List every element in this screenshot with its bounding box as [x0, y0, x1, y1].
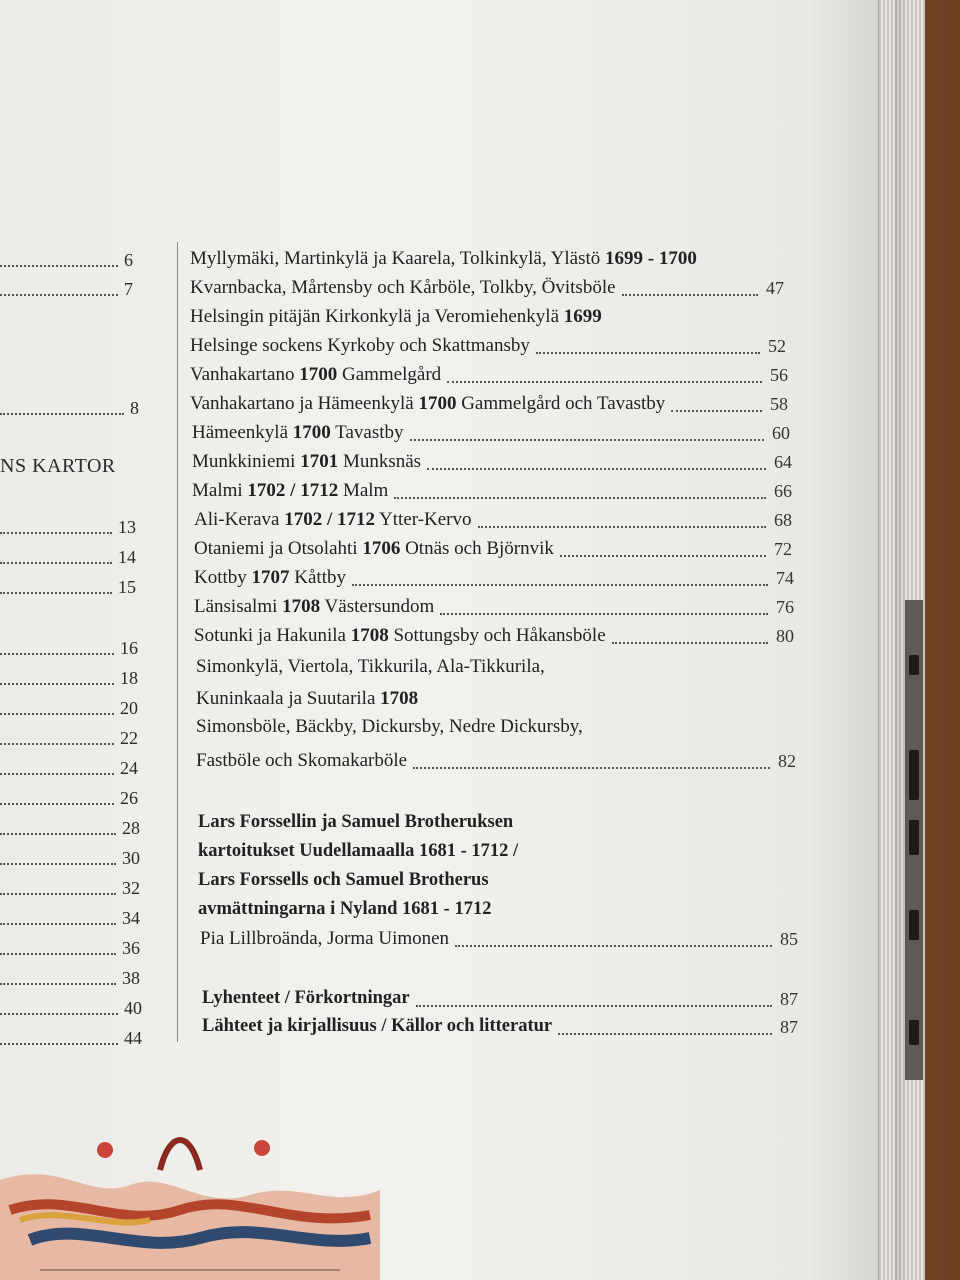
dot-leader	[0, 562, 112, 564]
entry-text: Gammelgård	[337, 364, 442, 385]
entry-year: 1708	[350, 625, 389, 646]
article-title-line	[198, 899, 491, 923]
page-number: 76	[776, 597, 794, 617]
entry-text: Kuninkaala ja Suutarila	[196, 688, 381, 709]
entry-text: Fastböle och Skomakarböle	[196, 750, 408, 771]
dot-leader	[0, 893, 116, 895]
entry-text: Helsinge sockens Kyrkoby och Skattmansby	[190, 335, 530, 356]
entry-text: Länsisalmi	[194, 596, 283, 617]
entry-text: Kvarnbacka, Mårtensby och Kårböle, Tolkby, Övitsböle	[190, 277, 616, 298]
entry-text: Malm	[338, 480, 389, 501]
dot-leader	[0, 863, 116, 865]
entry-text: Lars Forssellin ja Samuel Brotheruksen	[198, 812, 514, 832]
page-number: 72	[774, 539, 792, 559]
page-number: 14	[118, 547, 136, 567]
dot-leader	[612, 642, 768, 644]
column-divider	[177, 242, 178, 1042]
dot-leader	[440, 613, 768, 615]
page-number: 64	[774, 452, 792, 472]
dot-leader	[478, 526, 766, 528]
entry-year: 1700	[292, 422, 331, 443]
page-number: 32	[122, 878, 140, 898]
entry-text: Vanhakartano	[190, 364, 300, 385]
page-number: 85	[780, 929, 798, 949]
toc-entry	[190, 364, 441, 388]
entry-text: Lähteet ja kirjallisuus / Källor och litteratur	[202, 1016, 553, 1036]
toc-entry	[190, 248, 697, 272]
dot-leader	[622, 294, 758, 296]
dot-leader	[0, 743, 114, 745]
page-number: 13	[118, 517, 136, 537]
entry-year: 1706	[362, 538, 401, 559]
dot-leader	[394, 497, 766, 499]
entry-year: 1700	[299, 364, 338, 385]
entry-text: Sottungsby och Håkansböle	[388, 625, 606, 646]
dot-leader	[0, 713, 114, 715]
entry-text: Tavastby	[330, 422, 404, 443]
page-number: 74	[776, 568, 794, 588]
entry-text: Ali-Kerava	[194, 509, 285, 530]
toc-entry	[192, 480, 388, 504]
entry-text: Västersundom	[320, 596, 435, 617]
dot-leader	[410, 439, 765, 441]
page-number: 66	[774, 481, 792, 501]
dot-leader	[560, 555, 766, 557]
entry-text: Simonkylä, Viertola, Tikkurila, Ala-Tikkurila,	[196, 656, 545, 677]
toc-entry	[196, 688, 418, 712]
left-column-cut	[0, 0, 160, 1100]
entry-text: Helsingin pitäjän Kirkonkylä ja Veromiehenkylä	[190, 306, 564, 327]
entry-text: Ytter-Kervo	[375, 509, 472, 530]
article-title-line	[198, 870, 489, 894]
toc-entry	[190, 306, 602, 330]
entry-text: Vanhakartano ja Hämeenkylä	[190, 393, 419, 414]
dot-leader	[558, 1033, 772, 1035]
toc-entry	[190, 335, 530, 359]
map-cartouche-ornament	[0, 1120, 380, 1280]
dot-leader	[416, 1005, 772, 1007]
entry-text: Gammelgård och Tavastby	[456, 393, 666, 414]
page-number: 15	[118, 577, 136, 597]
dot-leader	[0, 773, 114, 775]
entry-year: 1708	[380, 688, 419, 709]
entry-text: kartoitukset Uudellamaalla 1681 - 1712 /	[198, 841, 519, 861]
page-number: 38	[122, 968, 140, 988]
dot-leader	[0, 953, 116, 955]
dot-leader	[0, 923, 116, 925]
left-section-heading: NS KARTOR	[0, 455, 116, 477]
dot-leader	[0, 413, 124, 415]
toc-entry	[194, 596, 434, 620]
dot-leader	[0, 683, 114, 685]
toc-entry	[192, 451, 421, 475]
dot-leader	[0, 265, 118, 267]
entry-year: 1699 - 1700	[605, 248, 697, 269]
page-number: 28	[122, 818, 140, 838]
dot-leader	[0, 1043, 118, 1045]
toc-entry	[194, 538, 554, 562]
dot-leader	[0, 803, 114, 805]
entry-text: Kåttby	[289, 567, 346, 588]
dot-leader	[0, 653, 114, 655]
toc-entry	[194, 567, 346, 591]
entry-year: 1702 / 1712	[284, 509, 375, 530]
entry-text: Sotunki ja Hakunila	[194, 625, 351, 646]
entry-year: 1702 / 1712	[247, 480, 339, 501]
entry-text: Munkkiniemi	[192, 451, 301, 472]
dot-leader	[0, 532, 112, 534]
page-number: 58	[770, 394, 788, 414]
page-number: 56	[770, 365, 788, 385]
toc-entry	[194, 625, 606, 649]
page-number: 24	[120, 758, 138, 778]
appendix-entry	[202, 988, 410, 1012]
entry-year: 1701	[300, 451, 339, 472]
page-number: 34	[122, 908, 140, 928]
dot-leader	[671, 410, 762, 412]
dot-leader	[0, 592, 112, 594]
article-authors	[200, 928, 449, 952]
entry-text: Munksnäs	[338, 451, 422, 472]
book-spine	[905, 600, 923, 1080]
page-number: 8	[130, 398, 139, 418]
page-number: 26	[120, 788, 138, 808]
dot-leader	[0, 833, 116, 835]
entry-text: Otnäs och Björnvik	[400, 538, 554, 559]
entry-year: 1708	[282, 596, 321, 617]
page-number: 30	[122, 848, 140, 868]
page-number: 40	[124, 998, 142, 1018]
dot-leader	[0, 1013, 118, 1015]
dot-leader	[455, 945, 772, 947]
entry-text: Kottby	[194, 567, 252, 588]
page-number: 80	[776, 626, 794, 646]
toc-entry	[194, 509, 472, 533]
page-number: 52	[768, 336, 786, 356]
toc-entry	[196, 750, 407, 774]
entry-year: 1699	[563, 306, 602, 327]
toc-entry	[192, 422, 404, 446]
dot-leader	[413, 767, 770, 769]
entry-year: 1707	[251, 567, 290, 588]
page-number: 36	[122, 938, 140, 958]
entry-text: Simonsböle, Bäckby, Dickursby, Nedre Dickursby,	[196, 716, 583, 737]
page-number: 60	[772, 423, 790, 443]
page-number: 87	[780, 989, 798, 1009]
dot-leader	[447, 381, 762, 383]
page-number: 18	[120, 668, 138, 688]
page-number: 16	[120, 638, 138, 658]
entry-text: avmättningarna i Nyland 1681 - 1712	[198, 899, 492, 919]
toc-entry	[196, 716, 583, 740]
dot-leader	[427, 468, 766, 470]
page-gutter-shadow	[895, 0, 907, 1280]
page-number: 44	[124, 1028, 142, 1048]
article-title-line	[198, 841, 518, 865]
toc-entry	[196, 656, 545, 680]
entry-text: Pia Lillbroända, Jorma Uimonen	[200, 928, 450, 949]
page-number: 6	[124, 250, 133, 270]
entry-text: Lars Forssells och Samuel Brotherus	[198, 870, 489, 890]
dot-leader	[536, 352, 760, 354]
page-number: 20	[120, 698, 138, 718]
entry-text: Myllymäki, Martinkylä ja Kaarela, Tolkinkylä, Ylästö	[190, 248, 605, 269]
entry-text: Hämeenkylä	[192, 422, 293, 443]
entry-year: 1700	[418, 393, 457, 414]
entry-text: Otaniemi ja Otsolahti	[194, 538, 363, 559]
entry-text: Malmi	[192, 480, 248, 501]
appendix-entry	[202, 1016, 552, 1040]
page-number: 87	[780, 1017, 798, 1037]
article-title-line	[198, 812, 513, 836]
page-number: 47	[766, 278, 784, 298]
toc-entry	[190, 277, 616, 301]
dot-leader	[352, 584, 768, 586]
page-number: 7	[124, 279, 133, 299]
entry-text: Lyhenteet / Förkortningar	[202, 988, 410, 1008]
toc-entry	[190, 393, 665, 417]
dot-leader	[0, 983, 116, 985]
page-number: 68	[774, 510, 792, 530]
page-number: 82	[778, 751, 796, 771]
dot-leader	[0, 294, 118, 296]
page-number: 22	[120, 728, 138, 748]
